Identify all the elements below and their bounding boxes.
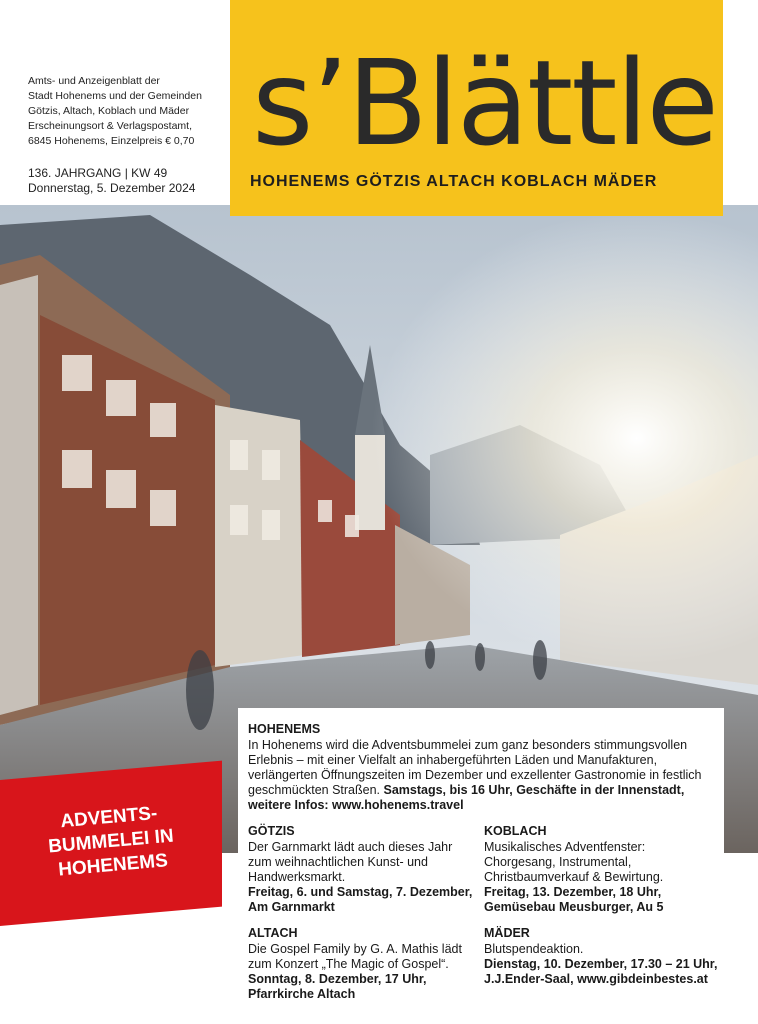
event-details: Freitag, 6. und Samstag, 7. Dezember, Am Garnmarkt [248,885,473,914]
issue-info [28,166,228,196]
event-details: Dienstag, 10. Dezember, 17.30 – 21 Uhr, J.J.Ender-Saal, www.gibdeinbestes.at [484,957,718,986]
event-heading: MÄDER [484,926,530,940]
publisher-line: 6845 Hohenems, Einzelpreis € 0,70 [28,135,195,147]
event-hohenems [248,722,718,813]
event-details: Sonntag, 8. Dezember, 17 Uhr, Pfarrkirche Altach [248,972,427,1001]
event-heading: ALTACH [248,926,298,940]
event-text: Blutspendeaktion. [484,942,584,956]
issue-volume: 136. JAHRGANG | KW 49 [28,166,168,180]
event-goetzis [248,824,473,915]
event-text: Der Garnmarkt lädt auch dieses Jahr zum weihnachtlichen Kunst- und Handwerksmarkt. [248,840,453,884]
hero-label-line: HOHENEMS [57,850,169,881]
event-details: Freitag, 13. Dezember, 18 Uhr, Gemüsebau Meusburger, Au 5 [484,885,664,914]
newspaper-logo: s’Blättle [252,34,717,172]
issue-date: Donnerstag, 5. Dezember 2024 [28,181,196,195]
event-text: Die Gospel Family by G. A. Mathis lädt zum Konzert „The Magic of Gospel“. [248,942,462,971]
masthead [230,0,723,216]
publisher-line: Götzis, Altach, Koblach und Mäder [28,105,190,117]
event-koblach [484,824,720,915]
publisher-info [28,74,228,149]
publisher-line: Amts- und Anzeigenblatt der [28,75,160,87]
event-maeder [484,926,720,987]
publisher-line: Erscheinungsort & Verlagspostamt, [28,120,193,132]
event-altach [248,926,473,1002]
event-heading: GÖTZIS [248,824,295,838]
event-details: Samstags, bis 16 Uhr, Geschäfte in der Innenstadt, weitere Infos: www.hohenems.travel [248,783,685,812]
hero-label-line: BUMMELEI IN [47,825,175,858]
hero-label-line: ADVENTS- [59,802,159,833]
publisher-line: Stadt Hohenems und der Gemeinden [28,90,202,102]
events-panel [238,708,724,1024]
event-text: Musikalisches Adventfenster: Chorgesang, Instrumental, Christbaumverkauf & Bewirtung. [484,840,664,884]
event-heading: KOBLACH [484,824,547,838]
event-text: In Hohenems wird die Adventsbummelei zum ganz besonders stimmungsvollen Erlebnis – mit einer Vielfalt an inhabergeführten Läden und Manufakturen, verlängerten Öffnungszeiten im Dezember und exzellenter Gastronomie in festlich geschmückten Straßen. [248,738,702,797]
masthead-towns: HOHENEMS GÖTZIS ALTACH KOBLACH MÄDER [250,173,658,190]
event-heading: HOHENEMS [248,722,321,736]
